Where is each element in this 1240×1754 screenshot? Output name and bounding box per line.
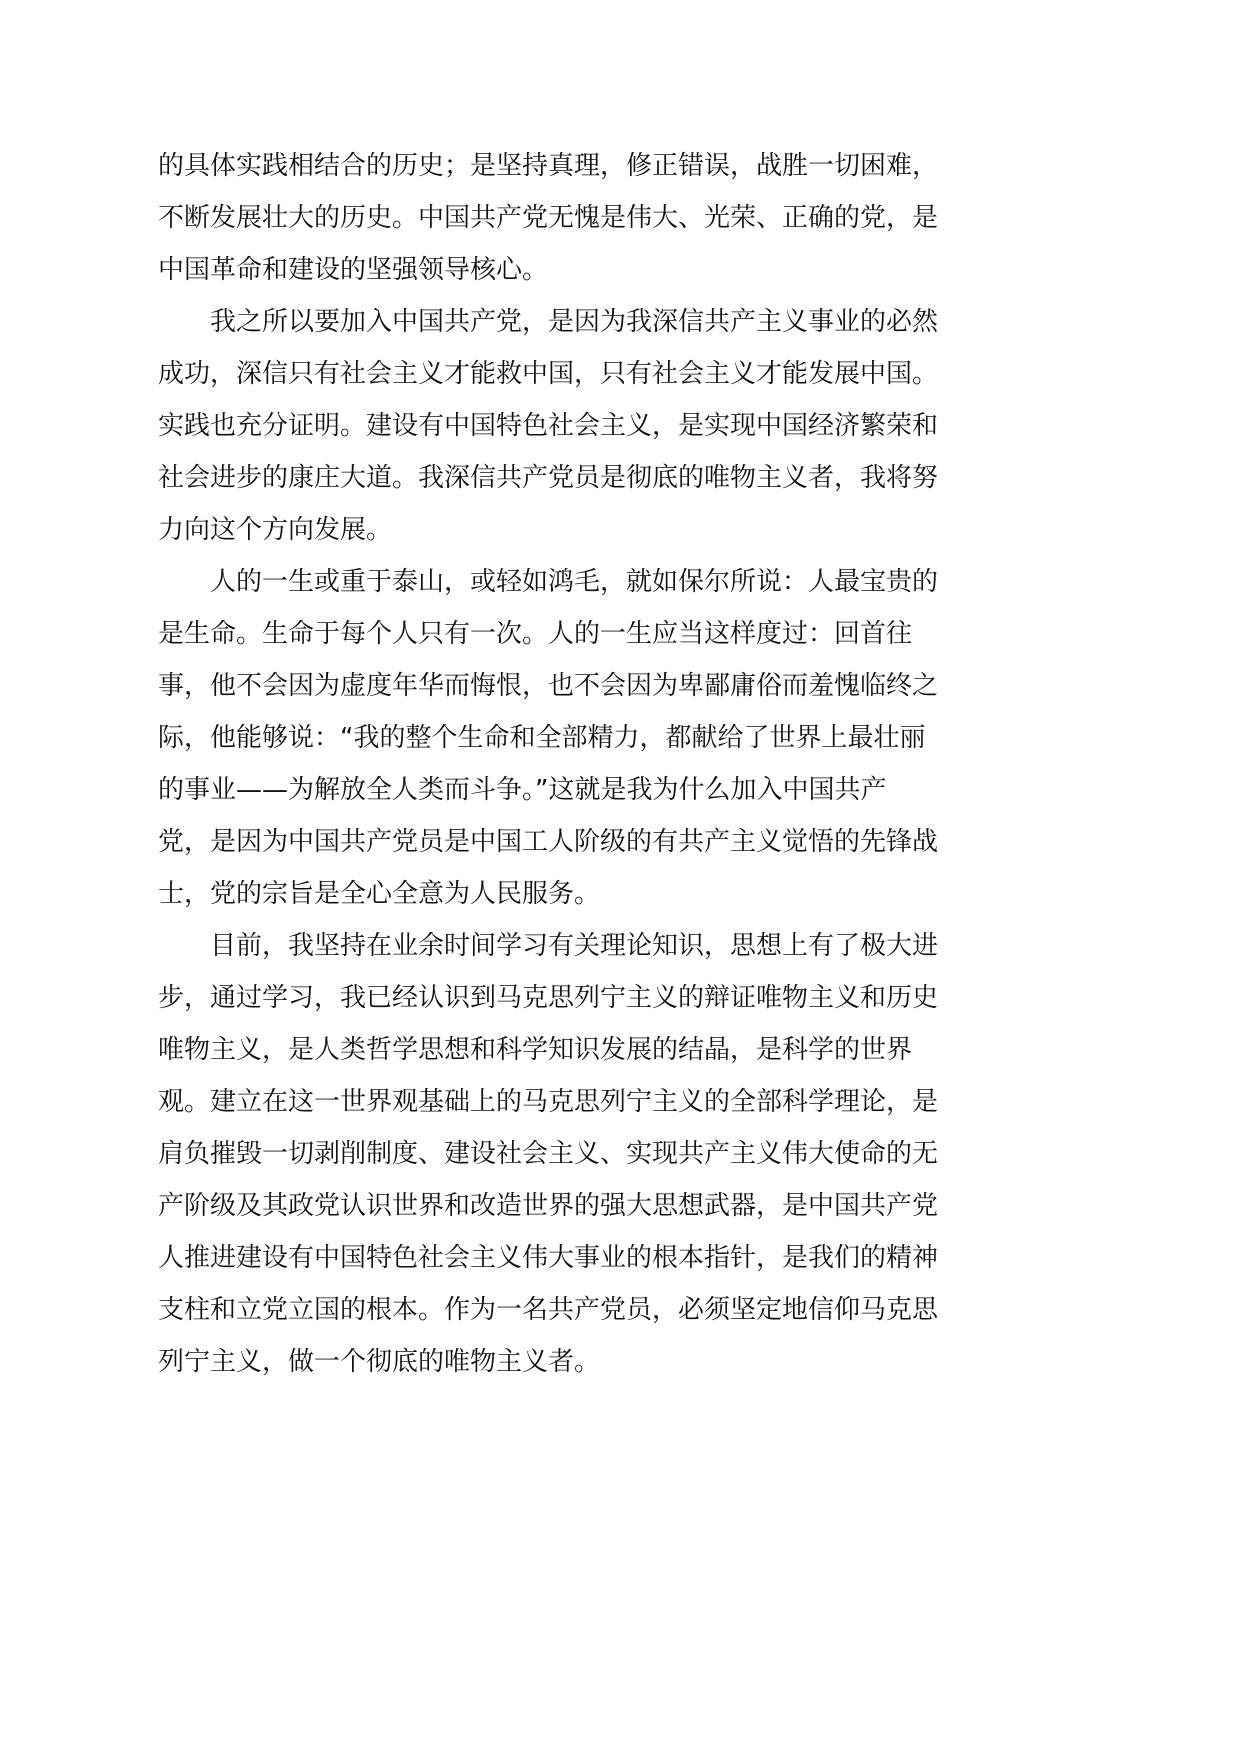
text-line: 事，他不会因为虚度年华而悔恨，也不会因为卑鄙庸俗而羞愧临终之 xyxy=(158,671,939,701)
text-line: 士，党的宗旨是全心全意为人民服务。 xyxy=(158,879,601,909)
text-line: 中国革命和建设的坚强领导核心。 xyxy=(158,255,549,285)
text-line: 列宁主义，做一个彻底的唯物主义者。 xyxy=(158,1347,601,1377)
text-line: 是生命。生命于每个人只有一次。人的一生应当这样度过：回首往 xyxy=(158,619,913,649)
text-line: 观。建立在这一世界观基础上的马克思列宁主义的全部科学理论，是 xyxy=(158,1087,939,1117)
text-line: 际，他能够说：“我的整个生命和全部精力，都献给了世界上最壮丽 xyxy=(158,723,926,753)
text-line: 唯物主义，是人类哲学思想和科学知识发展的结晶，是科学的世界 xyxy=(158,1035,913,1065)
text-line: 支柱和立党立国的根本。作为一名共产党员，必须坚定地信仰马克思 xyxy=(158,1295,939,1325)
text-line: 成功，深信只有社会主义才能救中国，只有社会主义才能发展中国。 xyxy=(158,359,939,389)
text-line: 力向这个方向发展。 xyxy=(158,515,393,545)
text-line: 社会进步的康庄大道。我深信共产党员是彻底的唯物主义者，我将努 xyxy=(158,463,939,493)
paragraph-2 xyxy=(158,296,948,556)
text-line: 目前，我坚持在业余时间学习有关理论知识，思想上有了极大进 xyxy=(210,931,939,961)
text-line: 肩负摧毁一切剥削制度、建设社会主义、实现共产主义伟大使命的无 xyxy=(158,1139,939,1169)
text-line: 党，是因为中国共产党员是中国工人阶级的有共产主义觉悟的先锋战 xyxy=(158,827,939,857)
text-line: 人推进建设有中国特色社会主义伟大事业的根本指针，是我们的精神 xyxy=(158,1243,939,1273)
text-line: 的事业——为解放全人类而斗争。”这就是我为什么加入中国共产 xyxy=(158,775,887,805)
paragraph-4 xyxy=(158,920,948,1388)
text-line: 步，通过学习，我已经认识到马克思列宁主义的辩证唯物主义和历史 xyxy=(158,983,939,1013)
text-line: 实践也充分证明。建设有中国特色社会主义，是实现中国经济繁荣和 xyxy=(158,411,939,441)
text-line: 的具体实践相结合的历史；是坚持真理，修正错误，战胜一切困难， xyxy=(158,151,939,181)
text-line: 不断发展壮大的历史。中国共产党无愧是伟大、光荣、正确的党，是 xyxy=(158,203,939,233)
text-line: 人的一生或重于泰山，或轻如鸿毛，就如保尔所说：人最宝贵的 xyxy=(210,567,939,597)
paragraph-1 xyxy=(158,140,948,296)
text-line: 产阶级及其政党认识世界和改造世界的强大思想武器，是中国共产党 xyxy=(158,1191,939,1221)
text-line: 我之所以要加入中国共产党，是因为我深信共产主义事业的必然 xyxy=(210,307,939,337)
paragraph-3 xyxy=(158,556,948,920)
document-body xyxy=(158,140,948,1388)
